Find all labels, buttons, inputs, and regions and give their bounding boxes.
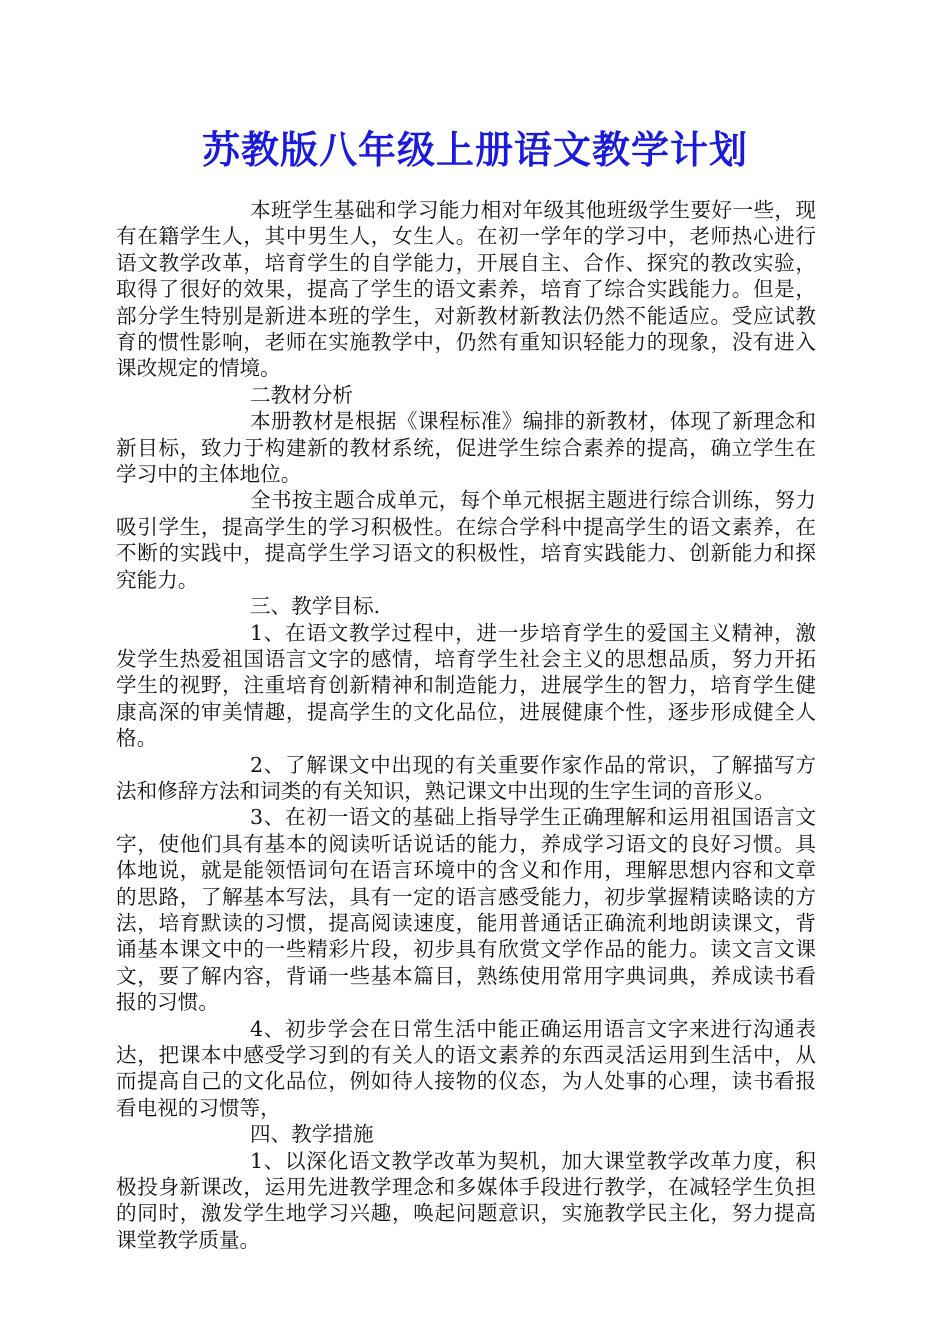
paragraph-goal-3: 3、在初一语文的基础上指导学生正确理解和运用祖国语言文字，使他们具有基本的阅读听话说话的能力，养成学习语文的良好习惯。具体地说，就是能领悟词句在语言环境中的含义和作用，理解思想内容和文章的思路，了解基本写法，具有一定的语言感受能力，初步掌握精读略读的方法，培育默读的习惯，提高阅读速度，能用普通话正确流利地朗读课文，背诵基本课文中的一些精彩片段，初步具有欣赏文学作品的能力。读文言文课文，要了解内容，背诵一些基本篇目，熟练使用常用字典词典，养成读书看报的习惯。 (116, 805, 816, 1015)
paragraph-goal-4: 4、初步学会在日常生活中能正确运用语言文字来进行沟通表达，把课本中感受学习到的有关人的语文素养的东西灵活运用到生活中，从而提高自己的文化品位，例如待人接物的仪态，为人处事的心理，读书看报看电视的习惯等， (116, 1016, 816, 1120)
section-heading-teaching-goals: 三、教学目标. (250, 594, 381, 619)
paragraph-goal-2: 2、了解课文中出现的有关重要作家作品的常识，了解描写方法和修辞方法和词类的有关知识，熟记课文中出现的生字生词的音形义。 (116, 752, 816, 803)
section-heading-teaching-measures: 四、教学措施 (250, 1122, 374, 1147)
paragraph-textbook-units: 全书按主题合成单元，每个单元根据主题进行综合训练，努力吸引学生，提高学生的学习积极性。在综合学科中提高学生的语文素养，在不断的实践中，提高学生学习语文的积极性，培育实践能力、创新能力和探究能力。 (116, 488, 816, 592)
paragraph-goal-1: 1、在语文教学过程中，进一步培育学生的爱国主义精神，激发学生热爱祖国语言文字的感情，培育学生社会主义的思想品质，努力开拓学生的视野，注重培育创新精神和制造能力，进展学生的智力，培育学生健康高深的审美情趣，提高学生的文化品位，进展健康个性，逐步形成健全人格。 (116, 620, 816, 751)
paragraph-class-overview: 本班学生基础和学习能力相对年级其他班级学生要好一些，现有在籍学生人，其中男生人，女生人。在初一学年的学习中，老师热心进行语文教学改革，培育学生的自学能力，开展自主、合作、探究的教改实验，取得了很好的效果，提高了学生的语文素养，培育了综合实践能力。但是，部分学生特别是新进本班的学生，对新教材新教法仍然不能适应。受应试教育的惯性影响，老师在实施教学中，仍然有重知识轻能力的现象，没有进入课改规定的情境。 (116, 198, 816, 381)
section-heading-textbook-analysis: 二教材分析 (250, 382, 353, 407)
document-body (116, 197, 816, 1253)
document-title: 苏教版八年级上册语文教学计划 (201, 128, 748, 172)
paragraph-textbook-intro: 本册教材是根据《课程标准》编排的新教材，体现了新理念和新目标，致力于构建新的教材系统，促进学生综合素养的提高，确立学生在学习中的主体地位。 (116, 409, 816, 487)
paragraph-measure-1: 1、以深化语文教学改革为契机，加大课堂教学改革力度，积极投身新课改，运用先进教学理念和多媒体手段进行教学，在减轻学生负担的同时，激发学生地学习兴趣，唤起问题意识，实施教学民主化，努力提高课堂教学质量。 (116, 1148, 816, 1252)
